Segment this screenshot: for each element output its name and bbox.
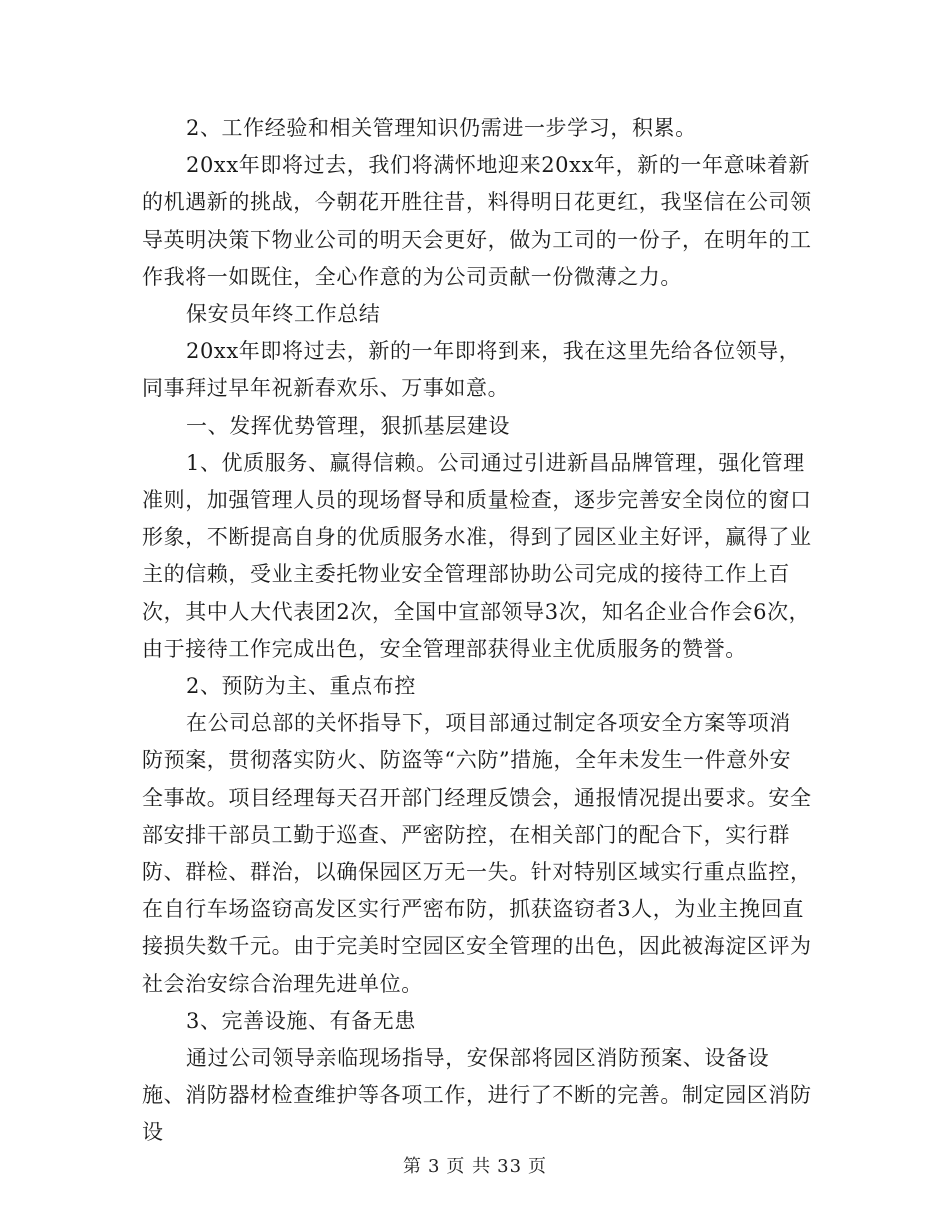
paragraph: 在公司总部的关怀指导下，项目部通过制定各项安全方案等项消防预案，贯彻落实防火、防盗等“六防”措施，全年未发生一件意外安全事故。项目经理每天召开部门经理反馈会，通报情况提出要求。安全部安排干部员工勤于巡查、严密防控，在相关部门的配合下，实行群防、群检、群治，以确保园区万无一失。针对特别区域实行重点监控，在自行车场盗窃高发区实行严密布防，抓获盗窃者3人，为业主挽回直接损失数千元。由于完美时空园区安全管理的出色，因此被海淀区评为社会治安综合治理先进单位。 <box>142 711 812 996</box>
section-heading: 3、完善设施、有备无患 <box>186 1008 416 1033</box>
section-title: 保安员年终工作总结 <box>186 302 381 327</box>
section-heading: 一、发挥优势管理，狠抓基层建设 <box>186 413 510 438</box>
page-label-mid: 页 共 <box>446 1156 492 1177</box>
total-pages-number: 33 <box>497 1156 523 1177</box>
document-body <box>142 110 812 1152</box>
section-heading: 2、预防为主、重点布控 <box>186 674 416 699</box>
paragraph: 20xx年即将过去，新的一年即将到来，我在这里先给各位领导，同事拜过早年祝新春欢乐、万事如意。 <box>142 339 801 401</box>
page-footer <box>0 1152 950 1178</box>
page-label-suffix: 页 <box>528 1156 548 1177</box>
paragraph: 2、工作经验和相关管理知识仍需进一步学习，积累。 <box>186 116 697 140</box>
current-page-number: 3 <box>427 1156 441 1177</box>
paragraph: 通过公司领导亲临现场指导，安保部将园区消防预案、设备设施、消防器材检查维护等各项工作，进行了不断的完善。制定园区消防设 <box>142 1046 812 1145</box>
page-label-prefix: 第 <box>402 1156 422 1177</box>
paragraph: 1、优质服务、赢得信赖。公司通过引进新昌品牌管理，强化管理准则，加强管理人员的现场督导和质量检查，逐步完善安全岗位的窗口形象，不断提高自身的优质服务水准，得到了园区业主好评，赢得了业主的信赖，受业主委托物业安全管理部协助公司完成的接待工作上百次，其中人大代表团2次，全国中宣部领导3次，知名企业合作会6次，由于接待工作完成出色，安全管理部获得业主优质服务的赞誉。 <box>142 450 812 661</box>
paragraph: 20xx年即将过去，我们将满怀地迎来20xx年，新的一年意味着新的机遇新的挑战，今朝花开胜往昔，料得明日花更红，我坚信在公司领导英明决策下物业公司的明天会更好，做为工司的一份子，在明年的工作我将一如既住，全心作意的为公司贡献一份微薄之力。 <box>142 153 812 289</box>
